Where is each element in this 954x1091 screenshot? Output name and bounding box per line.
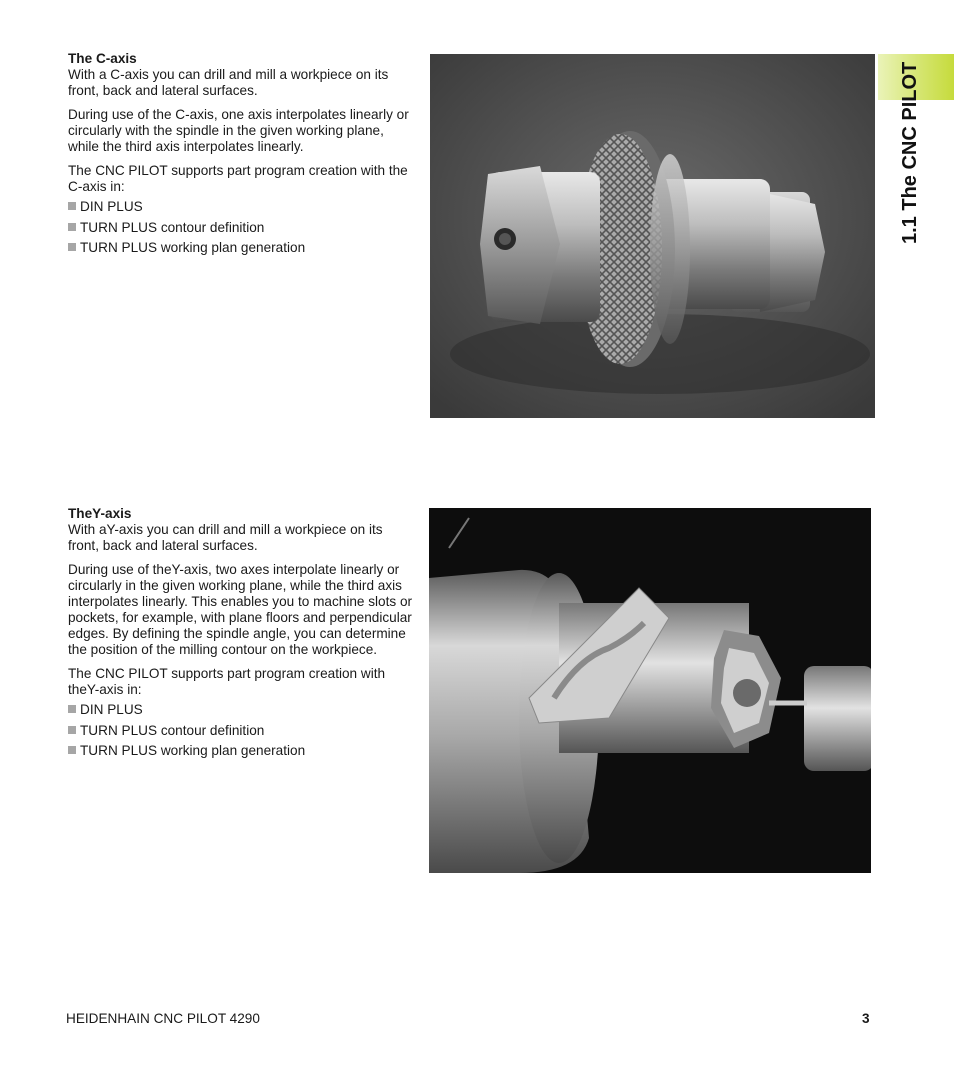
list-item: DIN PLUS xyxy=(68,702,413,718)
list-item: TURN PLUS working plan generation xyxy=(68,240,413,256)
chapter-title: 1.1 The CNC PILOT xyxy=(899,61,921,244)
square-bullet-icon xyxy=(68,746,76,754)
page-number: 3 xyxy=(862,1011,870,1026)
y-axis-list xyxy=(68,702,413,759)
square-bullet-icon xyxy=(68,705,76,713)
y-axis-heading: TheY-axis xyxy=(68,506,132,521)
y-axis-paragraph-2: During use of theY-axis, two axes interpolate linearly or circularly in the given working plane, while the third axis interpolates linearly. This enables you to machine slots or pockets, for example, with plane floors and perpendicular edges. By defining the spindle angle, you can determine the position of the milling contour on the workpiece. xyxy=(68,562,413,657)
list-item: TURN PLUS working plan generation xyxy=(68,743,413,759)
square-bullet-icon xyxy=(68,726,76,734)
c-axis-list xyxy=(68,199,413,256)
c-axis-section xyxy=(68,51,413,261)
list-item: TURN PLUS contour definition xyxy=(68,220,413,236)
list-item: TURN PLUS contour definition xyxy=(68,723,413,739)
c-axis-workpiece-photo xyxy=(430,54,875,418)
y-axis-section xyxy=(68,506,413,764)
list-item: DIN PLUS xyxy=(68,199,413,215)
c-axis-paragraph-3: The CNC PILOT supports part program creation with the C-axis in: xyxy=(68,163,408,194)
square-bullet-icon xyxy=(68,223,76,231)
footer-manual-title: HEIDENHAIN CNC PILOT 4290 xyxy=(66,1011,260,1026)
c-axis-paragraph-1: With a C-axis you can drill and mill a workpiece on its front, back and lateral surfaces. xyxy=(68,67,389,98)
c-axis-paragraph-2: During use of the C-axis, one axis interpolates linearly or circularly with the spindle in the given working plane, while the third axis interpolates linearly. xyxy=(68,107,409,154)
y-axis-machining-photo xyxy=(429,508,871,873)
c-axis-heading: The C-axis xyxy=(68,51,137,66)
square-bullet-icon xyxy=(68,243,76,251)
square-bullet-icon xyxy=(68,202,76,210)
y-axis-paragraph-1: With aY-axis you can drill and mill a workpiece on its front, back and lateral surfaces. xyxy=(68,522,383,553)
y-axis-paragraph-3: The CNC PILOT supports part program creation with theY-axis in: xyxy=(68,666,386,697)
